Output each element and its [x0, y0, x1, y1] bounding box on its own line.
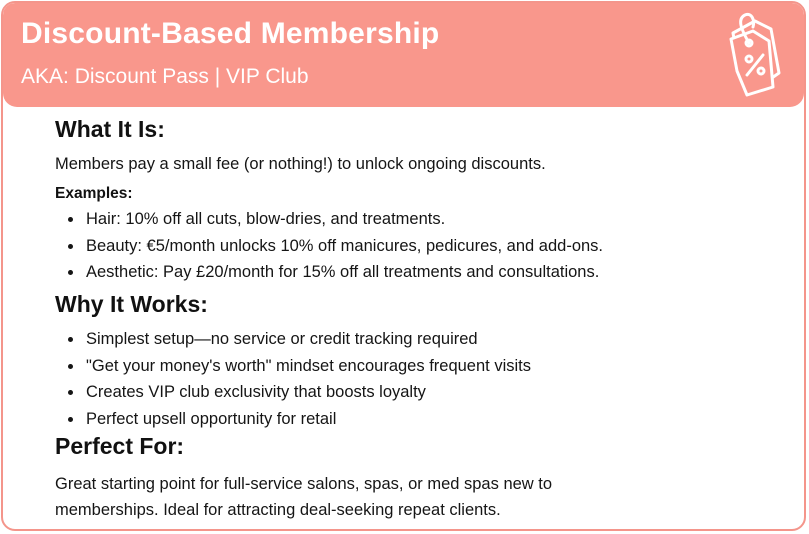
list-item: Simplest setup—no service or credit tracking required	[55, 326, 531, 353]
price-tags-percent-icon	[719, 11, 791, 101]
why-it-works-heading: Why It Works:	[55, 291, 208, 317]
membership-card	[1, 1, 806, 531]
list-item: Creates VIP club exclusivity that boosts loyalty	[55, 379, 531, 406]
card-header	[3, 3, 804, 107]
what-it-is-description: Members pay a small fee (or nothing!) to unlock ongoing discounts.	[55, 155, 546, 173]
list-item: Beauty: €5/month unlocks 10% off manicures, pedicures, and add-ons.	[55, 233, 603, 260]
examples-label: Examples:	[55, 185, 133, 202]
why-it-works-list	[55, 326, 531, 432]
card-subtitle: AKA: Discount Pass | VIP Club	[21, 65, 309, 88]
what-it-is-heading: What It Is:	[55, 116, 165, 142]
perfect-for-heading: Perfect For:	[55, 433, 185, 459]
list-item: Hair: 10% off all cuts, blow-dries, and treatments.	[55, 206, 603, 233]
perfect-for-line-2: memberships. Ideal for attracting deal-seeking repeat clients.	[55, 501, 501, 519]
examples-list	[55, 206, 603, 286]
card-title: Discount-Based Membership	[21, 17, 440, 50]
list-item: Aesthetic: Pay £20/month for 15% off all treatments and consultations.	[55, 259, 603, 286]
perfect-for-line-1: Great starting point for full-service salons, spas, or med spas new to	[55, 475, 553, 493]
list-item: Perfect upsell opportunity for retail	[55, 406, 531, 433]
list-item: "Get your money's worth" mindset encourages frequent visits	[55, 353, 531, 380]
